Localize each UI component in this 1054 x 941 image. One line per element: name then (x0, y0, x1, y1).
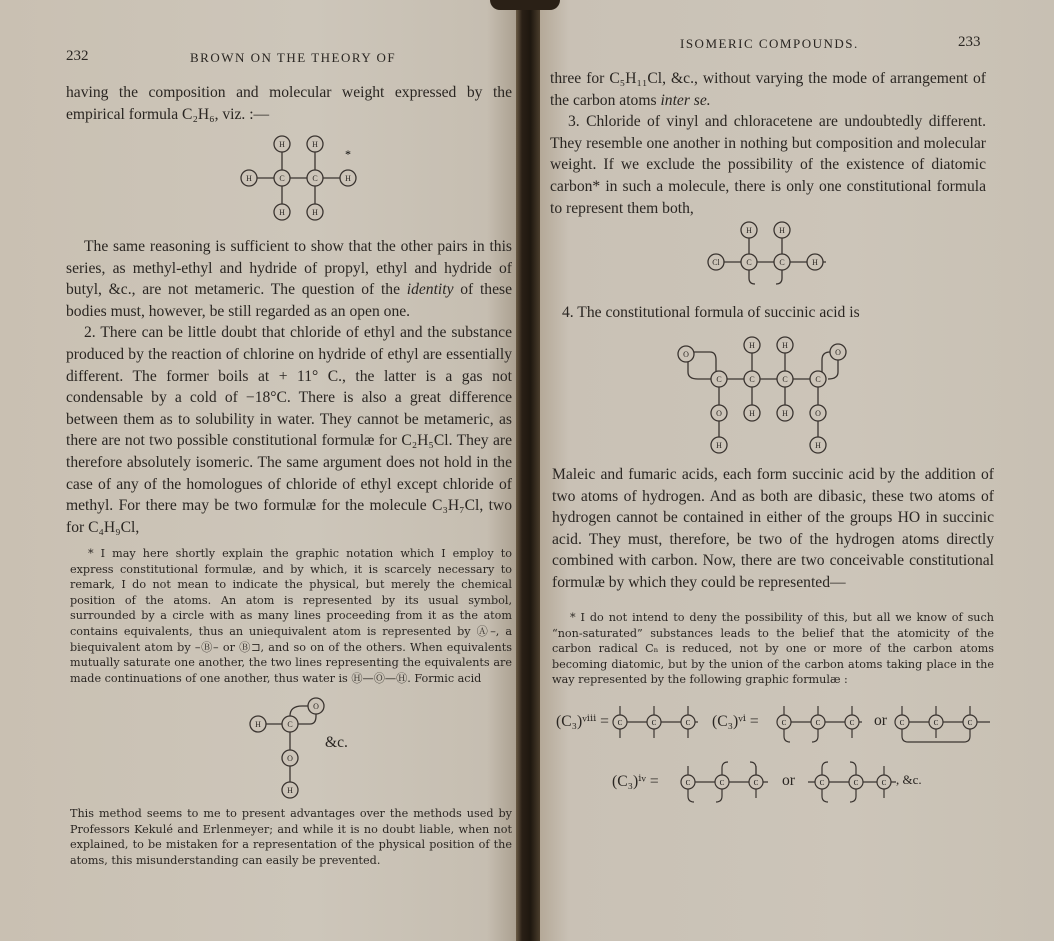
atom-symbol: C (749, 375, 755, 384)
atom-symbol: H (287, 786, 293, 795)
footnote-left (70, 546, 512, 686)
c3-iv-diagram-a (676, 758, 776, 808)
atom-symbol: O (683, 350, 689, 359)
atom-symbol: C (685, 719, 691, 727)
right-top-text (550, 68, 986, 219)
atom-h: H (312, 208, 318, 217)
atom-symbol: C (719, 779, 725, 787)
para3-text: 3. Chloride of vinyl and chloracetene are undoubtedly different. They resemble one another in nothing but composition and molecular weight. If we exclude the possibility of the existence of diatomic carbon* in such a molecule, there is only one constitutional formula to represent them both, (550, 113, 986, 217)
running-head-left: BROWN ON THE THEORY OF (190, 50, 397, 65)
running-head-right: ISOMERIC COMPOUNDS. (680, 36, 859, 51)
atom-symbol: C (849, 719, 855, 727)
atom-h: H (279, 208, 285, 217)
atom-symbol: O (835, 348, 841, 357)
atom-c: C (279, 174, 285, 183)
c3-vi-diagram-a (772, 700, 872, 746)
c3-iv-diagram-b (804, 758, 904, 808)
atom-symbol: H (782, 341, 788, 350)
succinic-acid-diagram (670, 330, 850, 460)
page-number-right: 233 (958, 34, 981, 50)
atom-symbol: H (782, 409, 788, 418)
atom-symbol: C (779, 258, 785, 267)
para1-italic: identity (406, 281, 454, 299)
atom-symbol: O (287, 754, 293, 763)
atom-symbol: C (899, 719, 905, 727)
atom-symbol: C (815, 375, 821, 384)
or-label-1: or (874, 712, 887, 729)
para1-text: The same reasoning is sufficient to show that the other pairs in this series, as methyl-ethyl and hydride of propyl, ethyl and hydride of butyl, &c., are not metameric. The question of the (66, 238, 512, 299)
cont-text: three for C₅H₁₁Cl, &c., without varying the mode of arrangement of the carbon atoms (550, 70, 986, 109)
atom-symbol: C (815, 719, 821, 727)
atom-symbol: C (881, 779, 887, 787)
atom-symbol: C (685, 779, 691, 787)
page-number-left: 232 (66, 48, 89, 64)
footnote-left-text: * I may here shortly explain the graphic notation which I employ to express constitutional formulæ, and by which, it is scarcely necessary to remark, I do not mean to indicate the physical, but merely the chemical position of the atoms. An atom is represented by its usual symbol, surrounded by a circle with as many lines proceeding from it as the atom contains equivalents, thus an uniequivalent atom is represented by Ⓐ–, a biequivalent atom by –Ⓑ– or Ⓑ⊐, and so on of the others. When equivalents mutually saturate one another, the two lines representing the equivalents are made continuations of one another, thus water is Ⓗ—Ⓞ—Ⓗ. Formic acid (70, 547, 512, 685)
atom-symbol: H (749, 409, 755, 418)
atom-symbol: O (716, 409, 722, 418)
atom-symbol: H (746, 226, 752, 235)
intro-paragraph (66, 82, 512, 125)
atom-symbol: C (967, 719, 973, 727)
para2-text: 2. There can be little doubt that chloride of ethyl and the substance produced by the reaction of chlorine on hydride of ethyl are essentially different. The former boils at + 11° C., the latter is a gas not condensable by a cold of −18°C. There is also a great difference between them as to solubility in water. They cannot be metameric, as there are not two possible constitutional formulæ for C₂H₅Cl. They are therefore absolutely isomeric. The same argument does not hold in the case of any of the homologues of chloride of ethyl except chloride of methyl. For there may be two formulæ for the molecule C₃H₇Cl, two for C₄H₉Cl, (66, 324, 512, 536)
atom-symbol: O (815, 409, 821, 418)
atom-symbol: H (255, 720, 261, 729)
c3-vi-label: (C₃)ᵛⁱ = (712, 713, 759, 730)
or-label-2: or (782, 772, 795, 789)
atom-symbol: C (781, 719, 787, 727)
para-5 (552, 464, 994, 594)
atom-symbol: C (716, 375, 722, 384)
atom-symbol: Cl (712, 258, 720, 267)
book-spine-top (490, 0, 560, 10)
atom-h: H (246, 174, 252, 183)
para-4 (562, 302, 982, 324)
atom-symbol: O (313, 702, 319, 711)
footnote-marker: * (345, 147, 351, 161)
atom-symbol: C (933, 719, 939, 727)
c3-vi-diagram-b (890, 696, 1000, 746)
atom-symbol: H (779, 226, 785, 235)
atom-h: H (279, 140, 285, 149)
atom-h: H (345, 174, 351, 183)
c3-viii-label: (C₃)ᵛⁱⁱⁱ = (556, 713, 609, 730)
para4-text: 4. The constitutional formula of succinic acid is (562, 304, 860, 321)
atom-symbol: C (617, 719, 623, 727)
footnote-left-end-text: This method seems to me to present advantages over the methods used by Professors Kekulé and Erlenmeyer; and while it is no doubt liable, when not explained, to be mistaken for a representation of the physical position of the atoms, this misunderstanding can easily be prevented. (70, 807, 512, 867)
atom-symbol: C (782, 375, 788, 384)
c3-viii-diagram (608, 700, 708, 740)
atom-h: H (312, 140, 318, 149)
formic-etc: &c. (325, 734, 348, 751)
intro-text: having the composition and molecular weight expressed by the empirical formula C₂H₆, viz. :— (66, 84, 512, 123)
book-spine (516, 0, 540, 941)
cont-italic: inter se. (660, 91, 711, 109)
ethane-diagram (225, 128, 365, 228)
para-1 (66, 236, 512, 538)
atom-symbol: C (651, 719, 657, 727)
atom-symbol: C (819, 779, 825, 787)
atom-symbol: H (716, 441, 722, 450)
atom-symbol: C (853, 779, 859, 787)
para1-end: of these bodies must, however, be still regarded as an open one. (66, 281, 512, 320)
footnote-right-text: * I do not intend to deny the possibility of this, but all we know of such “non-saturated” substances leads to the belief that the atomicity of the carbon radical Cₙ is reduced, not by one or more of the carbon atoms becoming diatomic, but by the union of the carbon atoms taking place in the way represented by the following graphic formulæ : (552, 611, 994, 687)
atom-symbol: H (812, 258, 818, 267)
atom-symbol: H (815, 441, 821, 450)
para5-text: Maleic and fumaric acids, each form succinic acid by the addition of two atoms of hydrogen. And as both are dibasic, these two atoms of hydrogen cannot be contained in either of the groups HO in succinic acid. They must, therefore, be two of the hydrogen atoms directly combined with carbon. Now, there are two conceivable constitutional formulæ by which they could be represented— (552, 466, 994, 591)
atom-symbol: C (287, 720, 293, 729)
chloride-vinyl-diagram (700, 218, 830, 288)
footnote-right (552, 610, 994, 688)
footnote-left-end (70, 806, 512, 868)
atom-symbol: C (753, 779, 759, 787)
atom-symbol: C (746, 258, 752, 267)
c3-iv-label: (C₃)ⁱᵛ = (612, 773, 659, 790)
formula-etc: , &c. (896, 772, 922, 787)
atom-symbol: H (749, 341, 755, 350)
atom-c: C (312, 174, 318, 183)
